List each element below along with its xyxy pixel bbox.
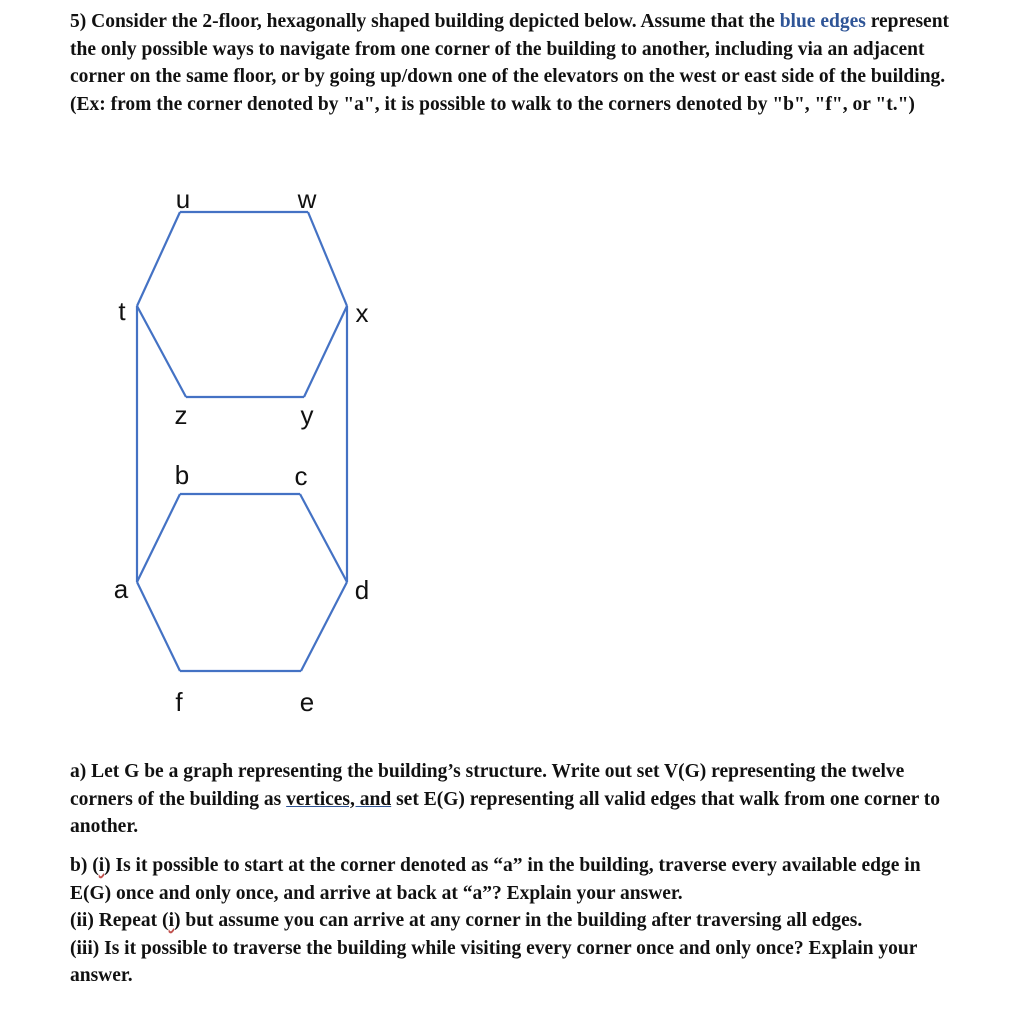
question-line-2: represent the only possible ways to navigate from one corner of the building to another, including via an adjacent corner on the same floor, or by going up/down one of the elevators on the west or east side of the building. (Ex: from the corner denoted by "a", it is possible to walk to the corners denoted by "b", "f", or "t.") — [70, 11, 950, 115]
label-t: t — [118, 296, 126, 326]
label-u: u — [175, 184, 191, 214]
question-line-1: 5) Consider the 2-floor, hexagonally shaped building depicted below. Assume that the — [70, 11, 780, 32]
upper-floor-hexagon — [137, 212, 347, 397]
label-d: d — [354, 575, 370, 605]
part-a-post: set E(G) representing all valid edges that walk from one corner to another. — [70, 788, 941, 837]
part-b-i-roman: i — [98, 855, 105, 876]
part-b-ii-prefix: (ii) Repeat ( — [70, 910, 169, 931]
edge-w-x — [308, 212, 347, 306]
label-y: y — [300, 400, 314, 430]
lower-floor-hexagon — [137, 494, 347, 671]
edge-c-d — [300, 494, 347, 582]
part-b-ii — [70, 907, 950, 935]
edges-word: edges — [820, 11, 866, 32]
label-w: w — [297, 184, 317, 214]
part-b-text — [70, 852, 950, 990]
label-c: c — [294, 461, 308, 491]
part-a-underlined: vertices, and — [286, 788, 392, 810]
blue-word: blue — [779, 11, 816, 32]
edge-d-e — [301, 582, 347, 671]
part-b-i-prefix: b) ( — [70, 855, 99, 876]
label-e: e — [299, 687, 315, 717]
part-b-i — [70, 852, 950, 907]
edge-z-t — [137, 306, 186, 397]
part-a-pre: a) Let G be a graph representing the building’s structure. Write out set V(G) representing the twelve corners of the building as — [70, 761, 905, 810]
part-b-iii: (iii) Is it possible to traverse the building while visiting every corner once and only once? Explain your answer. — [70, 937, 918, 986]
label-a: a — [113, 574, 129, 604]
label-z: z — [174, 400, 188, 430]
label-b: b — [174, 460, 190, 490]
part-b-ii-rest: ) but assume you can arrive at any corner in the building after traversing all edges. — [173, 910, 863, 931]
edge-f-a — [137, 582, 180, 671]
part-a-text — [70, 758, 950, 841]
edge-x-y — [304, 306, 347, 397]
label-x: x — [355, 298, 369, 328]
edge-t-u — [137, 212, 180, 306]
part-b-i-rest: ) Is it possible to start at the corner denoted as “a” in the building, traverse every available edge in E(G) once and only once, and arrive at back at “a”? Explain your answer. — [70, 855, 921, 904]
part-b-ii-roman: i — [168, 910, 174, 931]
edge-a-b — [137, 494, 180, 582]
label-f: f — [175, 687, 183, 717]
